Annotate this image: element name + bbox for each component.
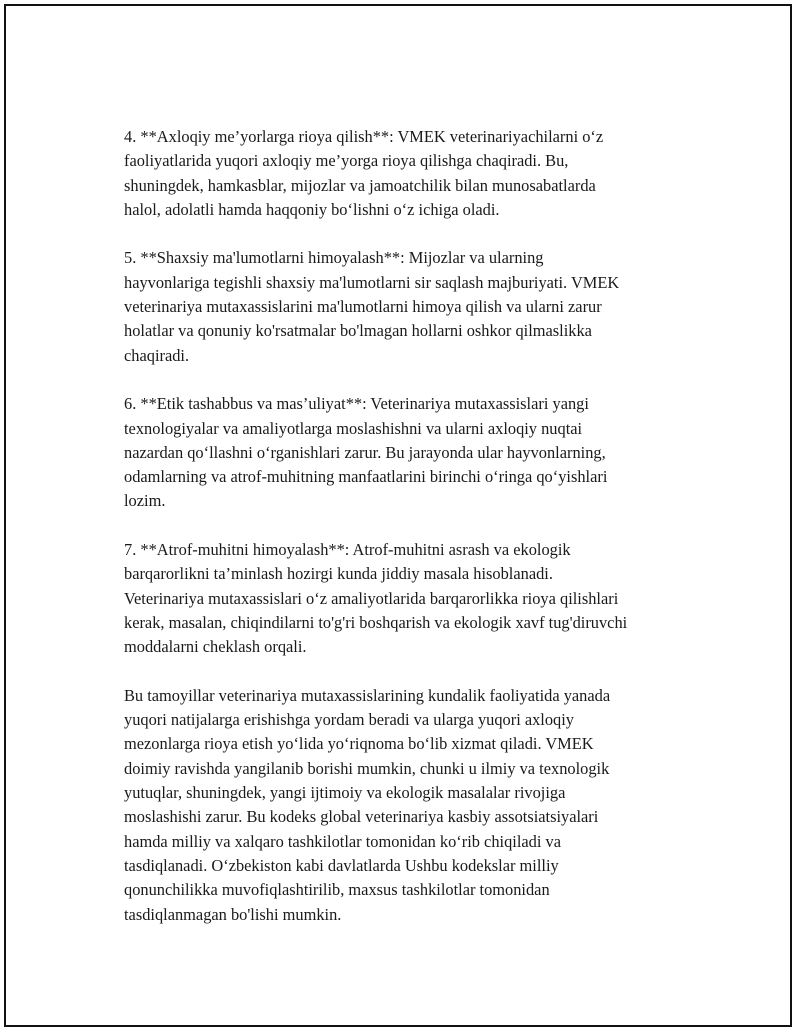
paragraph-item-7 <box>124 538 714 659</box>
text-line: chaqiradi. <box>124 345 190 365</box>
text-line: lozim. <box>124 491 166 511</box>
paragraph-conclusion <box>124 684 714 927</box>
text-line: hamda milliy va xalqaro tashkilotlar tomonidan ko‘rib chiqiladi va <box>124 831 561 851</box>
text-line: tasdiqlanadi. O‘zbekiston kabi davlatlarda Ushbu kodekslar milliy <box>124 855 559 875</box>
text-line: shuningdek, hamkasblar, mijozlar va jamoatchilik bilan munosabatlarda <box>124 175 596 195</box>
text-line: qonunchilikka muvofiqlashtirilib, maxsus tashkilotlar tomonidan <box>124 880 550 900</box>
text-line: mezonlarga rioya etish yo‘lida yo‘riqnoma bo‘lib xizmat qiladi. VMEK <box>124 734 594 754</box>
text-line: veterinariya mutaxassislarini ma'lumotlarni himoya qilish va ularni zarur <box>124 297 602 317</box>
text-line: moddalarni cheklash orqali. <box>124 637 307 657</box>
text-line: 7. **Atrof-muhitni himoyalash**: Atrof-muhitni asrash va ekologik <box>124 540 571 560</box>
text-line: Bu tamoyillar veterinariya mutaxassislarining kundalik faoliyatida yanada <box>124 685 611 705</box>
paragraph-item-5 <box>124 246 714 367</box>
text-line: Veterinariya mutaxassislari o‘z amaliyotlarida barqarorlikka rioya qilishlari <box>124 588 619 608</box>
text-line: doimiy ravishda yangilanib borishi mumkin, chunki u ilmiy va texnologik <box>124 758 610 778</box>
text-line: yuqori natijalarga erishishga yordam beradi va ularga yuqori axloqiy <box>124 710 575 730</box>
text-line: kerak, masalan, chiqindilarni to'g'ri boshqarish va ekologik xavf tug'diruvchi <box>124 612 628 632</box>
paragraph-item-6 <box>124 392 714 513</box>
text-line: faoliyatlarida yuqori axloqiy me’yorga rioya qilishga chaqiradi. Bu, <box>124 151 569 171</box>
text-line: barqarorlikni ta’minlash hozirgi kunda jiddiy masala hisoblanadi. <box>124 564 553 584</box>
text-line: 4. **Axloqiy me’yorlarga rioya qilish**: VMEK veterinariyachilarni o‘z <box>124 127 604 146</box>
text-line: halol, adolatli hamda haqqoniy bo‘lishni o‘z ichiga oladi. <box>124 199 500 219</box>
paragraph-item-4 <box>124 125 714 222</box>
text-line: odamlarning va atrof-muhitning manfaatlarini birinchi o‘ringa qo‘yishlari <box>124 467 608 487</box>
text-line: hayvonlariga tegishli shaxsiy ma'lumotlarni sir saqlash majburiyati. VMEK <box>124 272 620 292</box>
text-line: holatlar va qonuniy ko'rsatmalar bo'lmagan hollarni oshkor qilmaslikka <box>124 321 592 341</box>
text-line: moslashishi zarur. Bu kodeks global veterinariya kasbiy assotsiatsiyalari <box>124 807 599 827</box>
text-line: tasdiqlanmagan bo'lishi mumkin. <box>124 904 342 924</box>
text-line: yutuqlar, shuningdek, yangi ijtimoiy va ekologik masalalar rivojiga <box>124 783 566 803</box>
text-line: 6. **Etik tashabbus va mas’uliyat**: Veterinariya mutaxassislari yangi <box>124 394 589 414</box>
text-line: nazardan qo‘llashni o‘rganishlari zarur. Bu jarayonda ular hayvonlarning, <box>124 442 606 462</box>
document-body <box>124 125 714 951</box>
page-frame <box>4 4 792 1027</box>
text-line: texnologiyalar va amaliyotlarga moslashishni va ularni axloqiy nuqtai <box>124 418 583 438</box>
text-line: 5. **Shaxsiy ma'lumotlarni himoyalash**: Mijozlar va ularning <box>124 248 544 268</box>
